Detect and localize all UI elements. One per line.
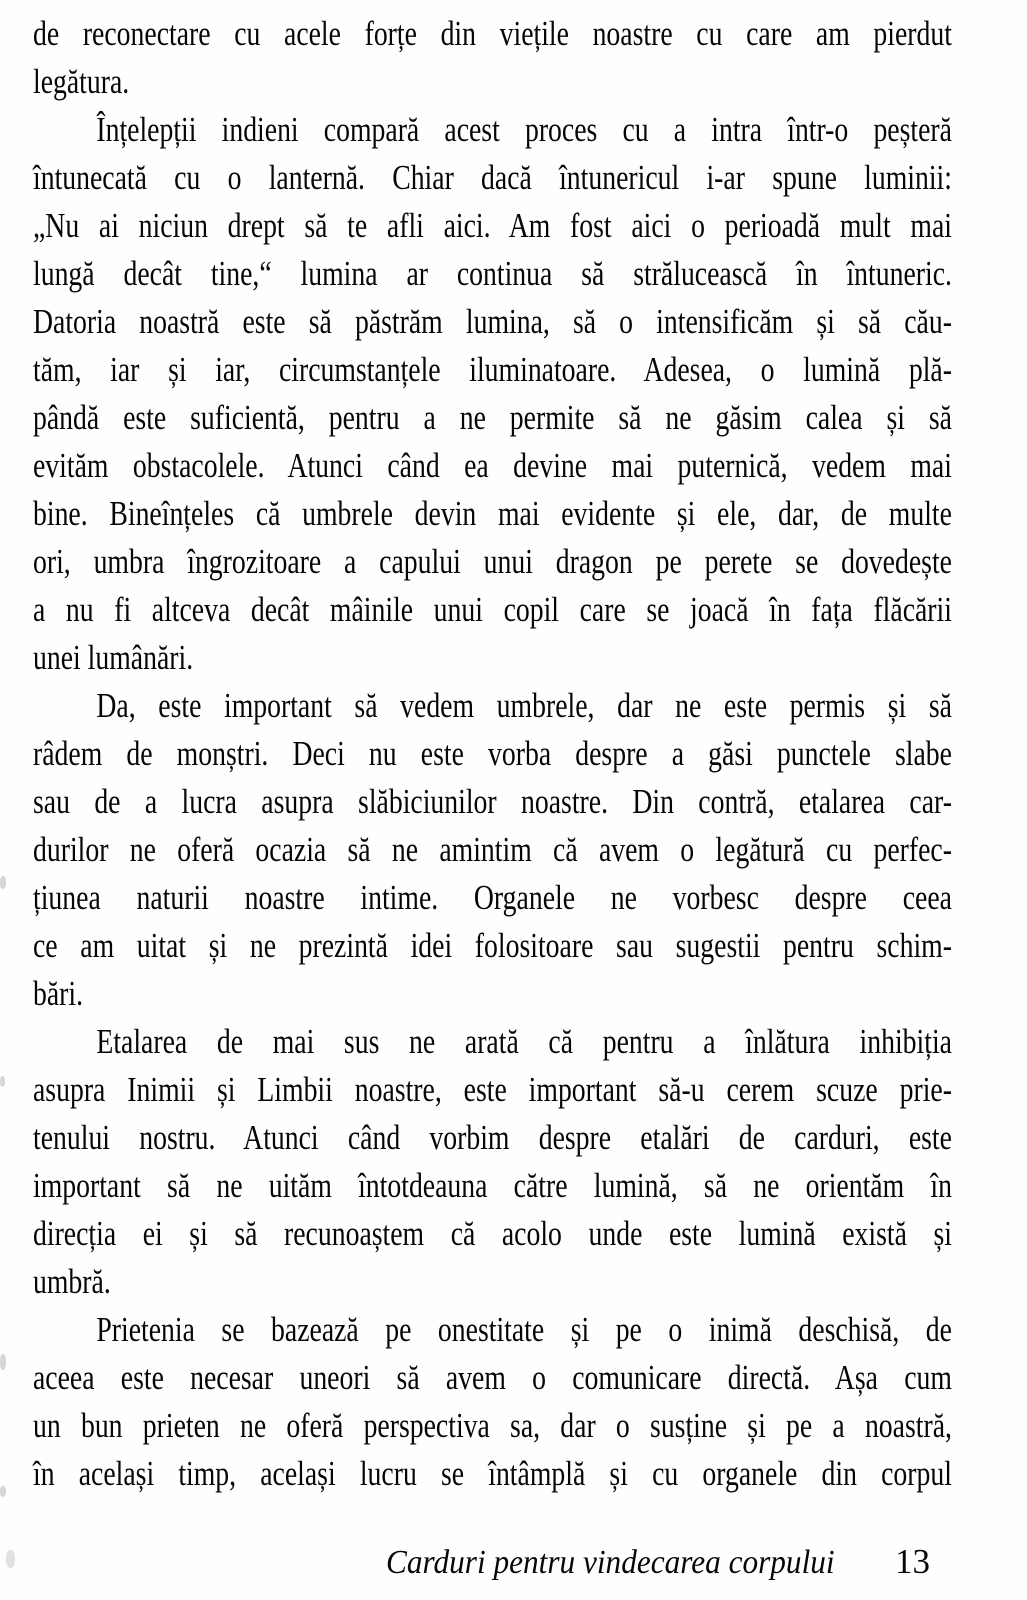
text-line: bine. Bineînțeles că umbrele devin mai evidente și ele, dar, de multe	[33, 494, 952, 533]
text-line: tăm, iar și iar, circumstanțele iluminatoare. Adesea, o lumină plă-	[33, 350, 952, 389]
text-line: direcția ei și să recunoaștem că acolo unde este lumină există și	[33, 1214, 952, 1253]
text-line: Etalarea de mai sus ne arată că pentru a înlătura inhibiția	[96, 1022, 952, 1061]
scan-artifact	[0, 1076, 5, 1087]
scan-artifact	[0, 1486, 6, 1497]
scan-artifact	[0, 1354, 6, 1370]
text-line: legătura.	[33, 62, 130, 101]
text-line: tenului nostru. Atunci când vorbim despre etalări de carduri, este	[33, 1118, 952, 1157]
text-line: important să ne uităm întotdeauna către lumină, să ne orientăm în	[33, 1166, 952, 1205]
scan-artifact	[6, 1550, 15, 1568]
text-line: bări.	[33, 974, 84, 1013]
text-line: pândă este suficientă, pentru a ne permite să ne găsim calea și să	[33, 398, 952, 437]
page-footer	[0, 1538, 930, 1587]
text-line: Înțelepții indieni compară acest proces cu a intra într-o peșteră	[96, 110, 952, 149]
text-line: unei lumânări.	[33, 638, 194, 677]
text-line: Datoria noastră este să păstrăm lumina, să o intensificăm și să cău-	[33, 302, 952, 341]
text-line: evităm obstacolele. Atunci când ea devine mai puternică, vedem mai	[33, 446, 952, 485]
text-line: lungă decât tine,“ lumina ar continua să strălucească în întuneric.	[33, 254, 952, 293]
scan-artifact	[0, 876, 6, 889]
text-line: întunecată cu o lanternă. Chiar dacă întunericul i-ar spune luminii:	[33, 158, 952, 197]
text-line: țiunea naturii noastre intime. Organele ne vorbesc despre ceea	[33, 878, 952, 917]
paragraph	[33, 10, 952, 106]
text-line: durilor ne oferă ocazia să ne amintim că avem o legătură cu perfec-	[33, 830, 952, 869]
text-line: aceea este necesar uneori să avem o comunicare directă. Așa cum	[33, 1358, 952, 1397]
text-line: Da, este important să vedem umbrele, dar ne este permis și să	[96, 686, 952, 725]
paragraph	[33, 1306, 952, 1498]
text-line: umbră.	[33, 1262, 111, 1301]
text-line: în același timp, același lucru se întâmplă și cu organele din corpul	[33, 1454, 952, 1493]
text-line: Prietenia se bazează pe onestitate și pe o inimă deschisă, de	[96, 1310, 952, 1349]
text-line: „Nu ai niciun drept să te afli aici. Am fost aici o perioadă mult mai	[33, 206, 952, 245]
text-line: râdem de monștri. Deci nu este vorba despre a găsi punctele slabe	[33, 734, 952, 773]
text-line: de reconectare cu acele forțe din viețile noastre cu care am pierdut	[33, 14, 952, 53]
text-line: ori, umbra îngrozitoare a capului unui dragon pe perete se dovedește	[33, 542, 952, 581]
text-line: ce am uitat și ne prezintă idei folositoare sau sugestii pentru schim-	[33, 926, 952, 965]
paragraph	[33, 682, 952, 1018]
body-text	[33, 10, 952, 1498]
running-title: Carduri pentru vindecarea corpului	[386, 1544, 835, 1581]
paragraph	[33, 1018, 952, 1306]
text-line: un bun prieten ne oferă perspectiva sa, dar o susține și pe a noastră,	[33, 1406, 952, 1445]
page-number: 13	[895, 1542, 930, 1581]
text-line: asupra Inimii și Limbii noastre, este important să-u cerem scuze prie-	[33, 1070, 952, 1109]
text-line: sau de a lucra asupra slăbiciunilor noastre. Din contră, etalarea car-	[33, 782, 952, 821]
text-line: a nu fi altceva decât mâinile unui copil care se joacă în fața flăcării	[33, 590, 952, 629]
paragraph	[33, 106, 952, 682]
